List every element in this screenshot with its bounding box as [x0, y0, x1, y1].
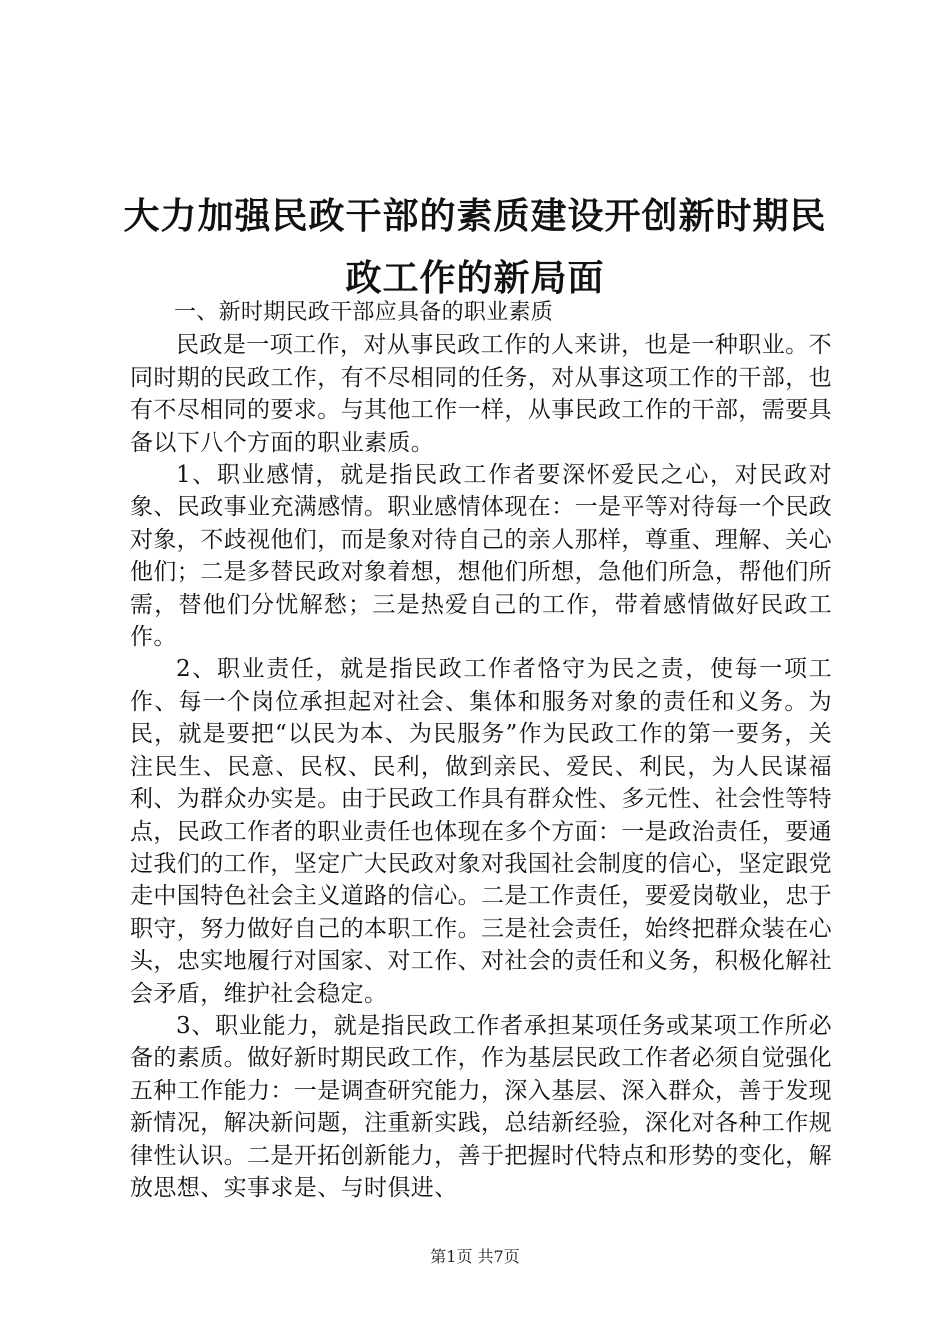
paragraph-ability: 3、职业能力，就是指民政工作者承担某项任务或某项工作所必备的素质。做好新时期民政工作，作为基层民政工作者必须自觉强化五种工作能力：一是调查研究能力，深入基层、深入群众，善于发现新情况，解决新问题，注重新实践，总结新经验，深化对各种工作规律性认识。二是开拓创新能力，善于把握时代特点和形势的变化，解放思想、实事求是、与时俱进、 — [130, 1012, 832, 1201]
paragraph-emotion: 1、职业感情，就是指民政工作者要深怀爱民之心，对民政对象、民政事业充满感情。职业感情体现在：一是平等对待每一个民政对象，不歧视他们，而是象对待自己的亲人那样，尊重、理解、关心他们；二是多替民政对象着想，想他们所想，急他们所急，帮他们所需，替他们分忧解愁；三是热爱自己的工作，带着感情做好民政工作。 — [130, 462, 832, 651]
document-title: 大力加强民政干部的素质建设开创新时期民政工作的新局面 — [123, 196, 827, 299]
section-heading: 一、新时期民政干部应具备的职业素质 — [174, 300, 554, 325]
page-footer: 第1页 共7页 — [430, 1247, 520, 1266]
paragraph-responsibility: 2、职业责任，就是指民政工作者恪守为民之责，使每一项工作、每一个岗位承担起对社会、集体和服务对象的责任和义务。为民，就是要把“以民为本、为民服务”作为民政工作的第一要务，关注民生、民意、民权、民利，做到亲民、爱民、利民，为人民谋福利、为群众办实是。由于民政工作具有群众性、多元性、社会性等特点，民政工作者的职业责任也体现在多个方面：一是政治责任，要通过我们的工作，坚定广大民政对象对我国社会制度的信心，坚定跟党走中国特色社会主义道路的信心。二是工作责任，要爱岗敬业，忠于职守，努力做好自己的本职工作。三是社会责任，始终把群众装在心头，忠实地履行对国家、对工作、对社会的责任和义务，积极化解社会矛盾，维护社会稳定。 — [130, 656, 832, 1007]
paragraph-intro: 民政是一项工作，对从事民政工作的人来讲，也是一种职业。不同时期的民政工作，有不尽相同的任务，对从事这项工作的干部，也有不尽相同的要求。与其他工作一样，从事民政工作的干部，需要具备以下八个方面的职业素质。 — [130, 332, 832, 456]
document-body — [130, 297, 832, 1204]
